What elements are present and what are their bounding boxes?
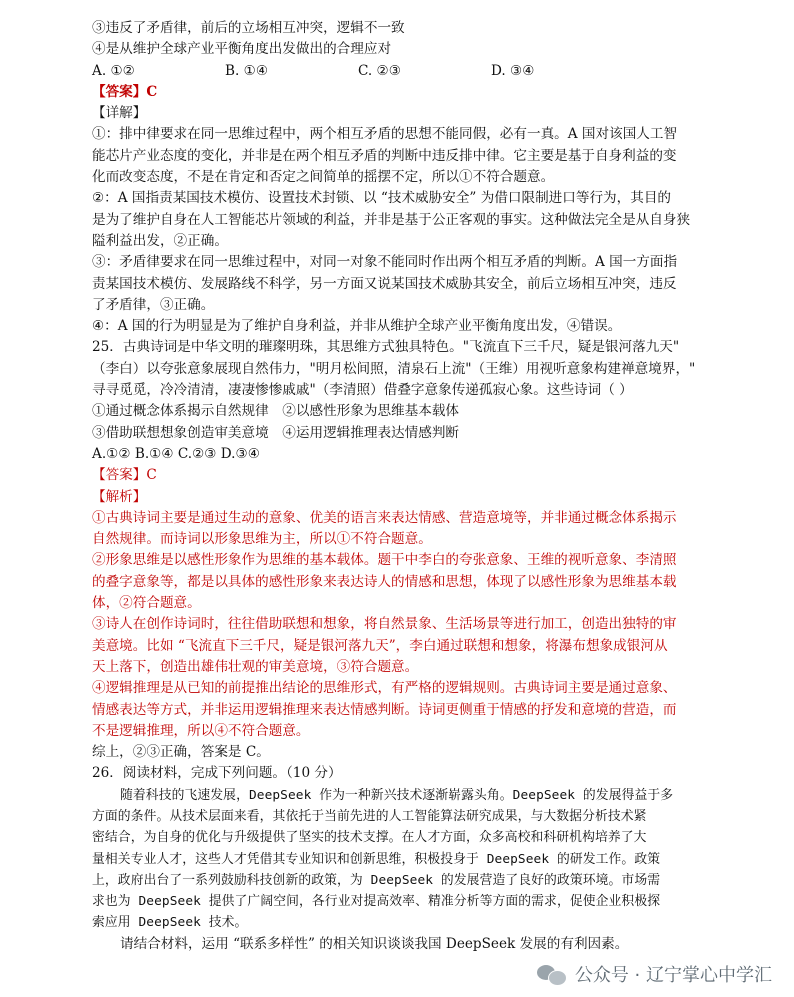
q26-material-line: 随着科技的飞速发展，DeepSeek 作为一种新兴技术逐渐崭露头角。DeepSeek 的发展得益于多 [120, 787, 674, 803]
q24-explanation-line: ③：矛盾律要求在同一思维过程中，对同一对象不能同时作出两个相互矛盾的判断。A 国一方面指 [92, 254, 678, 271]
q25-analysis-line: 不是逻辑推理，所以④不符合题意。 [92, 722, 310, 739]
q26-material-line: 方面的条件。从技术层面来看，其依托于当前先进的人工智能算法研究成果，与大数据分析技术紧 [92, 808, 647, 824]
watermark [537, 961, 772, 987]
q25-analysis-line: ②形象思维是以感性形象作为思维的基本载体。题干中李白的夸张意象、王维的视听意象、李清照 [92, 552, 677, 569]
q25-statements-line: ③借助联想想象创造审美意境 ④运用逻辑推理表达情感判断 [92, 424, 460, 441]
wechat-icon [537, 963, 567, 985]
q25-analysis-line: 的叠字意象等，都是以具体的感性形象来表达诗人的情感和思想，体现了以感性形象为思维基本载 [92, 573, 677, 590]
q26-material-line: 上，政府出台了一系列鼓励科技创新的政策，为 DeepSeek 的发展营造了良好的政策环境。市场需 [92, 872, 661, 888]
q25-analysis-label: 【解析】 [92, 488, 147, 505]
q25-statements-line: ①通过概念体系揭示自然规律 ②以感性形象为思维基本载体 [92, 403, 460, 420]
q24-explanation-line: ④：A 国的行为明显是为了维护自身利益，并非从维护全球产业平衡角度出发，④错误。 [92, 318, 622, 335]
q24-explanation-line: ②：A 国指责某国技术模仿、设置技术封锁、以 “技术威胁安全” 为借口限制进口等行为，其目的 [92, 190, 672, 207]
q25-analysis-line: 自然规律。而诗词以形象思维为主，所以①不符合题意。 [92, 531, 432, 548]
q25-conclusion: 综上，②③正确，答案是 C。 [92, 744, 270, 761]
q25-analysis-line: 美意境。比如 “飞流直下三千尺，疑是银河落九天”，李白通过联想和想象，将瀑布想象成银河从 [92, 637, 668, 654]
q24-statement-4: ④是从维护全球产业平衡角度出发做出的合理应对 [92, 41, 392, 58]
q24-options [92, 61, 704, 82]
q24-explanation-line: 隘利益出发，②正确。 [92, 232, 228, 249]
q25-stem-line: 寻寻觅觅，冷冷清清，凄凄惨惨戚戚"（李清照）借叠字意象传递孤寂心象。这些诗词（ ） [92, 382, 633, 399]
q25-stem-line: 25．古典诗词是中华文明的璀璨明珠，其思维方式独具特色。"飞流直下三千尺，疑是银河落九天" [92, 339, 680, 356]
q25-analysis-line: 天上落下，创造出雄伟壮观的审美意境，③符合题意。 [92, 658, 419, 675]
q25-analysis-line: ①古典诗词主要是通过生动的意象、优美的语言来表达情感、营造意境等，并非通过概念体系揭示 [92, 509, 677, 526]
q24-detail-label: 【详解】 [92, 105, 147, 122]
q26-stem: 26．阅读材料，完成下列问题。（10 分） [92, 765, 342, 782]
q24-option-b: B. ①④ [225, 62, 269, 79]
q25-answer-label: 【答案】C [92, 467, 157, 484]
document-page [92, 18, 704, 955]
q25-analysis-line: ③诗人在创作诗词时，往往借助联想和想象，将自然景象、生活场景等进行加工，创造出独特的审 [92, 616, 677, 633]
q24-answer-label: 【答案】C [92, 83, 158, 100]
q24-explanation-line: ①：排中律要求在同一思维过程中，两个相互矛盾的思想不能同假，必有一真。A 国对该国人工智 [92, 126, 678, 143]
q26-material-line: 索应用 DeepSeek 技术。 [92, 915, 248, 931]
q24-option-d: D. ③④ [491, 62, 535, 79]
watermark-text: 公众号 · 辽宁掌心中学汇 [574, 965, 772, 986]
q26-material-line: 密结合，为自身的优化与升级提供了坚实的技术支撑。在人才方面，众多高校和科研机构培养了大 [92, 830, 647, 846]
q24-explanation-line: 能芯片产业态度的变化，并非是在两个相互矛盾的判断中违反排中律。它主要是基于自身利益的变 [92, 147, 677, 164]
q25-stem-line: （李白）以夸张意象展现自然伟力，"明月松间照，清泉石上流"（王维）用视听意象构建禅意境界，" [92, 360, 696, 377]
q24-explanation-line: 责某国技术模仿、发展路线不科学，另一方面又说某国技术威胁其安全，前后立场相互冲突，违反 [92, 275, 677, 292]
q26-question: 请结合材料，运用 “联系多样性” 的相关知识谈谈我国 DeepSeek 发展的有利因素。 [120, 935, 629, 952]
q24-explanation-line: 化而改变态度，不是在肯定和否定之间简单的摇摆不定，所以①不符合题意。 [92, 169, 555, 186]
q24-explanation-line: 是为了维护自身在人工智能芯片领域的利益，并非是基于公正客观的事实。这种做法完全是从自身狭 [92, 211, 691, 228]
q25-analysis-line: ④逻辑推理是从已知的前提推出结论的思维形式，有严格的逻辑规则。古典诗词主要是通过意象、 [92, 680, 677, 697]
q25-analysis-line: 情感表达等方式，并非运用逻辑推理来表达情感判断。诗词更侧重于情感的抒发和意境的营造，而 [92, 701, 677, 718]
q25-options: A.①② B.①④ C.②③ D.③④ [92, 445, 260, 462]
q24-statement-3: ③违反了矛盾律，前后的立场相互冲突，逻辑不一致 [92, 20, 405, 36]
q24-option-c: C. ②③ [358, 62, 401, 79]
q24-option-a: A. ①② [92, 62, 135, 79]
q24-explanation-line: 了矛盾律，③正确。 [92, 296, 215, 313]
q26-material-line: 量相关专业人才，这些人才凭借其专业知识和创新思维，积极投身于 DeepSeek 的研发工作。政策 [92, 851, 661, 867]
q26-material-line: 求也为 DeepSeek 提供了广阔空间，各行业对提高效率、精准分析等方面的需求，促使企业积极探 [92, 894, 661, 910]
q25-analysis-line: 体，②符合题意。 [92, 595, 201, 612]
